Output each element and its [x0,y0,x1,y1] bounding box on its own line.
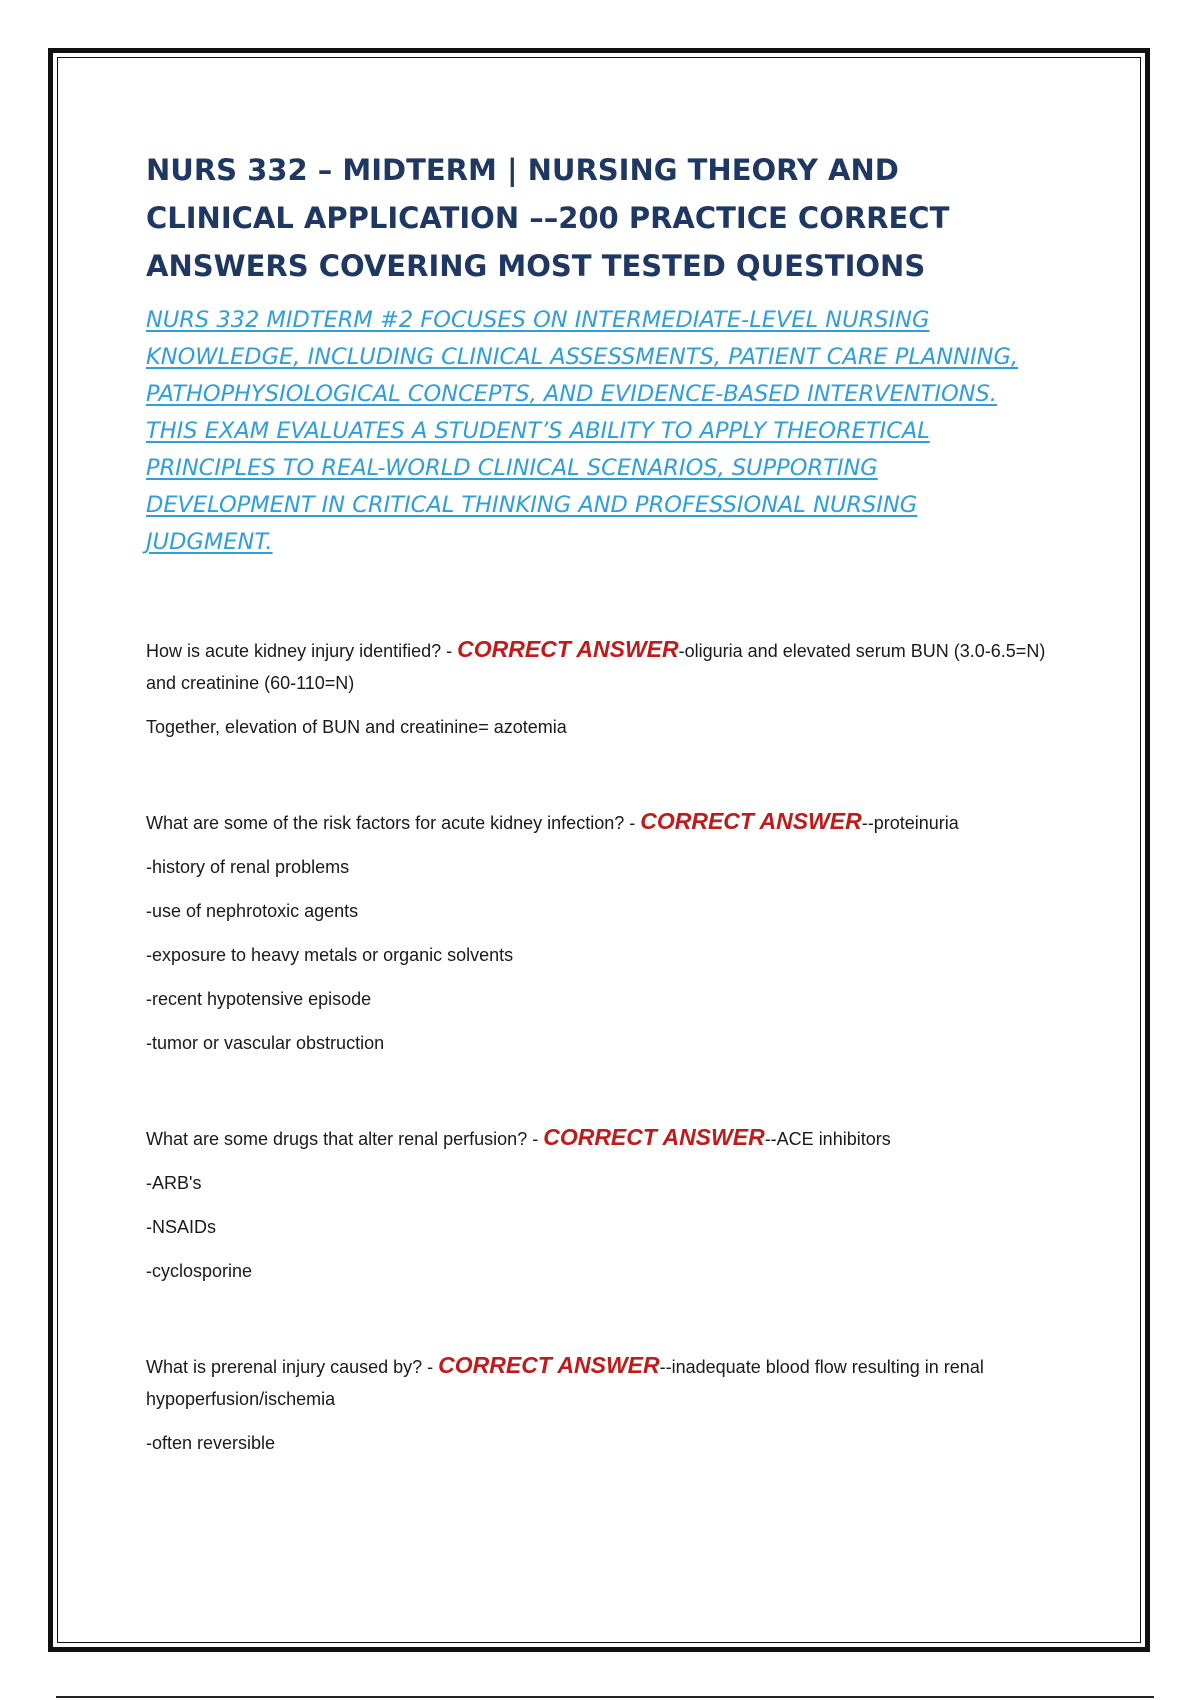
qa-question-line [146,633,1046,699]
answer-detail: -use of nephrotoxic agents [146,901,359,921]
question-text: What are some of the risk factors for acute kidney infection? - [146,813,641,833]
document-title: NURS 332 – MIDTERM | NURSING THEORY AND CLINICAL APPLICATION ––200 PRACTICE CORRECT ANSWERS COVERING MOST TESTED QUESTIONS [146,153,950,283]
answer-text: --inadequate blood flow resulting in renal hypoperfusion/ischemia [146,1357,984,1409]
answer-detail: -NSAIDs [146,1217,217,1237]
answer-detail: -recent hypotensive episode [146,989,372,1009]
correct-answer-label: CORRECT ANSWER [438,1352,660,1378]
question-text: What is prerenal injury caused by? - [146,1357,439,1377]
answer-text: -oliguria and elevated serum BUN (3.0-6.5=N) and creatinine (60-110=N) [146,641,1046,693]
question-text: How is acute kidney injury identified? - [146,641,458,661]
document-body [146,146,1046,1521]
correct-answer-label: CORRECT ANSWER [543,1124,765,1150]
answer-detail: -tumor or vascular obstruction [146,1033,385,1053]
qa-item [146,633,1046,743]
answer-detail: Together, elevation of BUN and creatinine= azotemia [146,717,567,737]
question-text: What are some drugs that alter renal perfusion? - [146,1129,544,1149]
document-subtitle-link[interactable]: NURS 332 MIDTERM #2 FOCUSES ON INTERMEDIATE-LEVEL NURSING KNOWLEDGE, INCLUDING CLINICAL ASSESSMENTS, PATIENT CARE PLANNING, PATHOPHYSIOLOGICAL CONCEPTS, AND EVIDENCE-BASED INTERVENTIONS. THIS EXAM EVALUATES A STUDENT’S ABILITY TO APPLY THEORETICAL PRINCIPLES TO REAL-WORLD CLINICAL SCENARIOS, SUPPORTING DEVELOPMENT IN CRITICAL THINKING AND PROFESSIONAL NURSING JUDGMENT. [146,307,1019,555]
qa-item [146,805,1046,1059]
qa-question-line [146,1349,1046,1415]
qa-list [146,633,1046,1459]
qa-item [146,1349,1046,1459]
correct-answer-label: CORRECT ANSWER [640,808,862,834]
answer-detail: -often reversible [146,1433,276,1453]
answer-text: --ACE inhibitors [764,1129,891,1149]
answer-detail: -history of renal problems [146,857,350,877]
answer-detail: -ARB's [146,1173,202,1193]
answer-detail: -exposure to heavy metals or organic solvents [146,945,514,965]
qa-question-line [146,1121,1046,1155]
qa-question-line [146,805,1046,839]
answer-text: --proteinuria [861,813,959,833]
bottom-divider [56,1696,1154,1698]
qa-item [146,1121,1046,1287]
answer-detail: -cyclosporine [146,1261,253,1281]
correct-answer-label: CORRECT ANSWER [457,636,679,662]
